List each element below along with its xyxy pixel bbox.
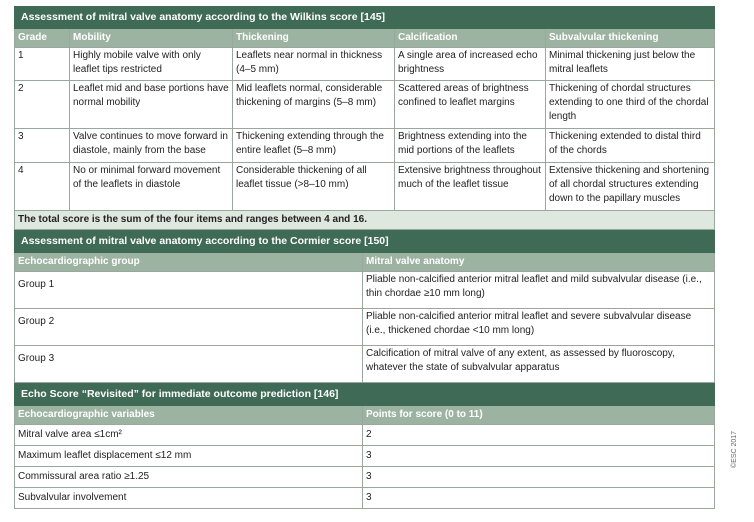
echo-score-row bbox=[15, 467, 715, 488]
wilkins-title-row bbox=[15, 7, 715, 29]
echo-score-header-row bbox=[15, 406, 715, 425]
wilkins-row-grade-1 bbox=[15, 48, 715, 81]
grade-cell: 2 bbox=[15, 81, 70, 129]
grade-cell: 4 bbox=[15, 163, 70, 211]
header-mitral-valve-anatomy: Mitral valve anatomy bbox=[363, 253, 715, 272]
header-thickening: Thickening bbox=[233, 29, 395, 48]
wilkins-row-grade-3 bbox=[15, 129, 715, 163]
grade-cell: 1 bbox=[15, 48, 70, 81]
echo-score-title-row bbox=[15, 384, 715, 406]
thickening-cell: Mid leaflets normal, considerable thickening of margins (5–8 mm) bbox=[233, 81, 395, 129]
cormier-header-row bbox=[15, 253, 715, 272]
wilkins-row-grade-2 bbox=[15, 81, 715, 129]
variable-cell: Maximum leaflet displacement ≤12 mm bbox=[15, 446, 363, 467]
wilkins-total-note: The total score is the sum of the four items and ranges between 4 and 16. bbox=[15, 211, 715, 230]
group-cell: Group 2 bbox=[15, 309, 363, 346]
variable-cell: Commissural area ratio ≥1.25 bbox=[15, 467, 363, 488]
cormier-title: Assessment of mitral valve anatomy according to the Cormier score [150] bbox=[15, 231, 715, 253]
anatomy-cell: Calcification of mitral valve of any extent, as assessed by fluoroscopy, whatever the state of subvalvular apparatus bbox=[363, 346, 715, 383]
mobility-cell: Highly mobile valve with only leaflet tips restricted bbox=[70, 48, 233, 81]
points-cell: 3 bbox=[363, 467, 715, 488]
subvalvular-cell: Thickening of chordal structures extending to one third of the chordal length bbox=[546, 81, 715, 129]
subvalvular-cell: Extensive thickening and shortening of all chordal structures extending down to the papillary muscles bbox=[546, 163, 715, 211]
cormier-score-table bbox=[14, 230, 715, 383]
echo-score-title: Echo Score “Revisited” for immediate outcome prediction [146] bbox=[15, 384, 715, 406]
echo-score-row bbox=[15, 446, 715, 467]
echo-score-table bbox=[14, 383, 715, 509]
wilkins-row-grade-4 bbox=[15, 163, 715, 211]
group-cell: Group 1 bbox=[15, 272, 363, 309]
anatomy-cell: Pliable non-calcified anterior mitral leaflet and severe subvalvular disease (i.e., thickened chordae <10 mm long) bbox=[363, 309, 715, 346]
points-cell: 2 bbox=[363, 425, 715, 446]
anatomy-cell: Pliable non-calcified anterior mitral leaflet and mild subvalvular disease (i.e., thin chordae ≥10 mm long) bbox=[363, 272, 715, 309]
calcification-cell: Extensive brightness throughout much of the leaflet tissue bbox=[395, 163, 546, 211]
header-echocardiographic-variables: Echocardiographic variables bbox=[15, 406, 363, 425]
grade-cell: 3 bbox=[15, 129, 70, 163]
score-tables-document bbox=[14, 6, 714, 509]
calcification-cell: Scattered areas of brightness confined to leaflet margins bbox=[395, 81, 546, 129]
cormier-row-group-1 bbox=[15, 272, 715, 309]
points-cell: 3 bbox=[363, 488, 715, 509]
echo-score-row bbox=[15, 488, 715, 509]
calcification-cell: A single area of increased echo brightness bbox=[395, 48, 546, 81]
header-calcification: Calcification bbox=[395, 29, 546, 48]
wilkins-score-table bbox=[14, 6, 715, 230]
variable-cell: Mitral valve area ≤1cm² bbox=[15, 425, 363, 446]
calcification-cell: Brightness extending into the mid portions of the leaflets bbox=[395, 129, 546, 163]
wilkins-note-row bbox=[15, 211, 715, 230]
header-grade: Grade bbox=[15, 29, 70, 48]
cormier-row-group-2 bbox=[15, 309, 715, 346]
header-subvalvular-thickening: Subvalvular thickening bbox=[546, 29, 715, 48]
thickening-cell: Considerable thickening of all leaflet tissue (>8–10 mm) bbox=[233, 163, 395, 211]
header-echocardiographic-group: Echocardiographic group bbox=[15, 253, 363, 272]
copyright-notice: ©ESC 2017 bbox=[731, 430, 738, 468]
cormier-row-group-3 bbox=[15, 346, 715, 383]
header-mobility: Mobility bbox=[70, 29, 233, 48]
thickening-cell: Thickening extending through the entire leaflet (5–8 mm) bbox=[233, 129, 395, 163]
subvalvular-cell: Minimal thickening just below the mitral leaflets bbox=[546, 48, 715, 81]
wilkins-header-row bbox=[15, 29, 715, 48]
cormier-title-row bbox=[15, 231, 715, 253]
mobility-cell: Valve continues to move forward in diastole, mainly from the base bbox=[70, 129, 233, 163]
group-cell: Group 3 bbox=[15, 346, 363, 383]
wilkins-title: Assessment of mitral valve anatomy according to the Wilkins score [145] bbox=[15, 7, 715, 29]
thickening-cell: Leaflets near normal in thickness (4–5 mm) bbox=[233, 48, 395, 81]
mobility-cell: Leaflet mid and base portions have normal mobility bbox=[70, 81, 233, 129]
mobility-cell: No or minimal forward movement of the leaflets in diastole bbox=[70, 163, 233, 211]
echo-score-row bbox=[15, 425, 715, 446]
points-cell: 3 bbox=[363, 446, 715, 467]
subvalvular-cell: Thickening extended to distal third of the chords bbox=[546, 129, 715, 163]
header-points-for-score: Points for score (0 to 11) bbox=[363, 406, 715, 425]
variable-cell: Subvalvular involvement bbox=[15, 488, 363, 509]
